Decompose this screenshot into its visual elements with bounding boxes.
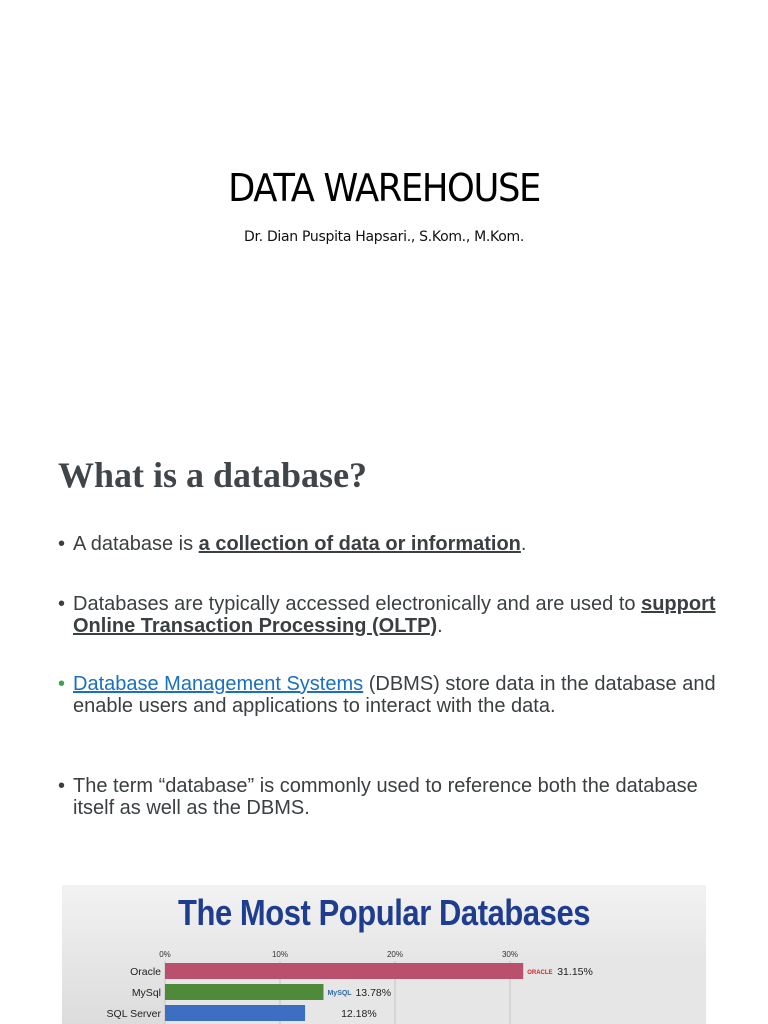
chart-title: The Most Popular Databases	[177, 892, 591, 933]
bullet-item	[58, 674, 718, 717]
bullet-text: (DBMS) store data in the database and enable users and applications to interact with the data.	[73, 673, 716, 717]
bar	[165, 984, 323, 1000]
content-slide	[0, 420, 768, 1024]
bullet-item	[58, 594, 718, 637]
bullet-emphasis: a collection of data or information	[198, 533, 521, 555]
bullet-dot: •	[58, 673, 66, 695]
bullet-emphasis: support Online Transaction Processing (OLTP)	[73, 593, 716, 637]
tick-label: 20%	[386, 950, 404, 959]
bullet-item	[58, 776, 718, 819]
dbms-link[interactable]: Database Management Systems	[73, 673, 364, 695]
data-label: 12.18%	[341, 1008, 377, 1020]
data-label: 13.78%	[355, 987, 392, 999]
data-label: 31.15%	[557, 966, 593, 978]
category-label: Oracle	[130, 966, 161, 978]
bullet-text-end: .	[520, 533, 527, 555]
bullet-item	[58, 534, 718, 556]
title-slide	[0, 0, 768, 420]
logo-label: ORACLE	[527, 970, 553, 976]
chart-plot	[62, 885, 706, 1024]
bullet-text: A database is	[73, 533, 199, 555]
bullet-dot: •	[58, 533, 66, 555]
tick-label: 10%	[271, 950, 289, 959]
slide-heading: What is a database?	[58, 455, 368, 495]
tick-label: 0%	[159, 950, 171, 959]
popular-databases-chart	[62, 885, 706, 1024]
tick-label: 30%	[501, 950, 519, 959]
category-label: SQL Server	[106, 1008, 161, 1020]
bar	[165, 1005, 305, 1021]
bar	[165, 963, 523, 979]
bullet-text: The term “database” is commonly used to reference both the database itself as well as the DBMS.	[73, 775, 698, 819]
bullet-text-end: .	[437, 614, 443, 637]
slide-title: DATA WAREHOUSE	[228, 166, 540, 210]
slide-subtitle: Dr. Dian Puspita Hapsari., S.Kom., M.Kom.	[244, 229, 524, 245]
logo-label: MySQL	[327, 990, 352, 997]
bullet-dot: •	[58, 593, 66, 615]
bullet-text: Databases are typically accessed electronically and are used to	[73, 593, 642, 615]
bullet-dot: •	[58, 775, 66, 797]
category-label: MySql	[131, 987, 161, 999]
